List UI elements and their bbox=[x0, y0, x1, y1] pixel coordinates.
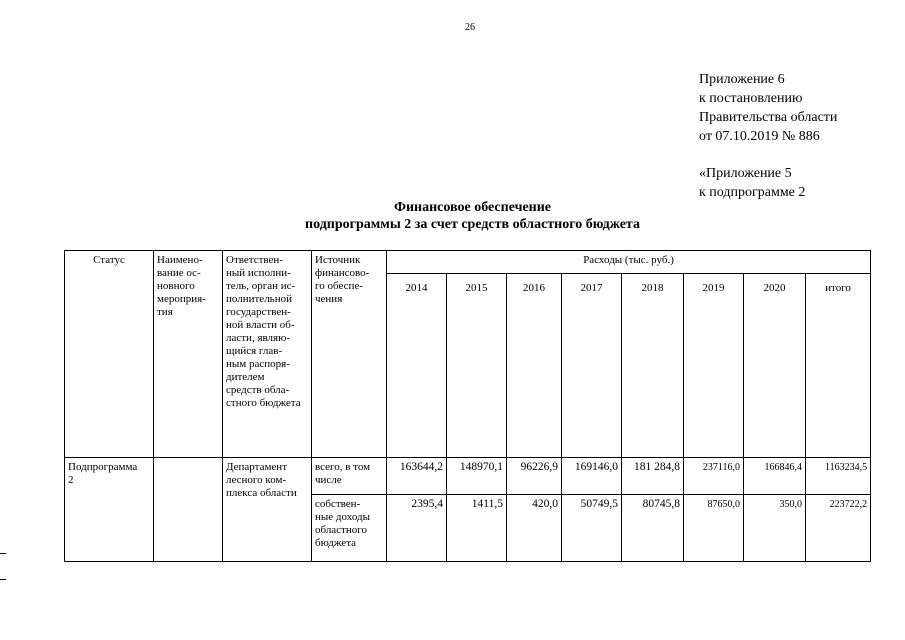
value-cell: 87650,0 bbox=[684, 495, 744, 562]
header-year: 2014 bbox=[387, 274, 447, 458]
value-cell: 148970,1 bbox=[447, 458, 507, 495]
header-row-1 bbox=[65, 251, 871, 274]
header-status bbox=[65, 251, 154, 458]
header-year: 2020 bbox=[744, 274, 806, 458]
title-line-2: подпрограммы 2 за счет средств областного бюджета bbox=[305, 217, 640, 232]
value-cell: 80745,8 bbox=[622, 495, 684, 562]
value-cell: 237116,0 bbox=[684, 458, 744, 495]
value-cell: 166846,4 bbox=[744, 458, 806, 495]
value-cell: 169146,0 bbox=[562, 458, 622, 495]
header-source bbox=[312, 251, 387, 458]
value-cell: 1411,5 bbox=[447, 495, 507, 562]
document-title bbox=[0, 199, 905, 233]
annex-line: Правительства области bbox=[699, 110, 838, 125]
annex-line: Приложение 6 bbox=[699, 72, 785, 87]
header-responsible bbox=[223, 251, 312, 458]
name-cell bbox=[154, 458, 223, 562]
total-cell: 1163234,5 bbox=[806, 458, 871, 495]
header-expenses-label: Расходы (тыс. руб.) bbox=[583, 254, 674, 266]
header-year: 2016 bbox=[507, 274, 562, 458]
value-cell: 181 284,8 bbox=[622, 458, 684, 495]
responsible-cell: Департамент лесного ком- плекса области bbox=[223, 458, 312, 562]
table-row bbox=[65, 458, 871, 495]
value-cell: 50749,5 bbox=[562, 495, 622, 562]
financing-table bbox=[64, 250, 871, 562]
value-cell: 163644,2 bbox=[387, 458, 447, 495]
annex-block bbox=[699, 70, 837, 202]
value-cell: 96226,9 bbox=[507, 458, 562, 495]
status-cell: Подпрограмма 2 bbox=[65, 458, 154, 562]
header-name-label: Наимено- вание ос- новного мероприя- тия bbox=[157, 254, 206, 318]
annex-line: от 07.10.2019 № 886 bbox=[699, 129, 820, 144]
page-number: 26 bbox=[465, 22, 475, 33]
annex-line: к постановлению bbox=[699, 91, 803, 106]
header-year: 2015 bbox=[447, 274, 507, 458]
annex-line: «Приложение 5 bbox=[699, 166, 792, 181]
annex-gap bbox=[699, 146, 837, 164]
header-responsible-label: Ответствен- ный исполни- тель, орган ис- полнительной государствен- ной власти об- ласти, являю- щийся глав- ным распоря- дителем средств обла- стного бюджета bbox=[226, 254, 301, 409]
total-cell: 223722,2 bbox=[806, 495, 871, 562]
value-cell: 350,0 bbox=[744, 495, 806, 562]
source-cell: собствен- ные доходы областного бюджета bbox=[312, 495, 387, 562]
header-year: 2018 bbox=[622, 274, 684, 458]
title-line-1: Финансовое обеспечение bbox=[393, 200, 552, 215]
margin-tick bbox=[0, 553, 6, 554]
header-source-label: Источник финансово- го обеспе- чения bbox=[315, 254, 370, 305]
header-year: 2019 bbox=[684, 274, 744, 458]
header-name bbox=[154, 251, 223, 458]
margin-tick bbox=[0, 579, 6, 580]
value-cell: 2395,4 bbox=[387, 495, 447, 562]
header-total: итого bbox=[806, 274, 871, 458]
source-cell: всего, в том числе bbox=[312, 458, 387, 495]
header-status-label: Статус bbox=[93, 254, 125, 266]
header-expenses bbox=[387, 251, 871, 274]
value-cell: 420,0 bbox=[507, 495, 562, 562]
header-year: 2017 bbox=[562, 274, 622, 458]
annex-line: к подпрограмме 2 bbox=[699, 185, 806, 200]
